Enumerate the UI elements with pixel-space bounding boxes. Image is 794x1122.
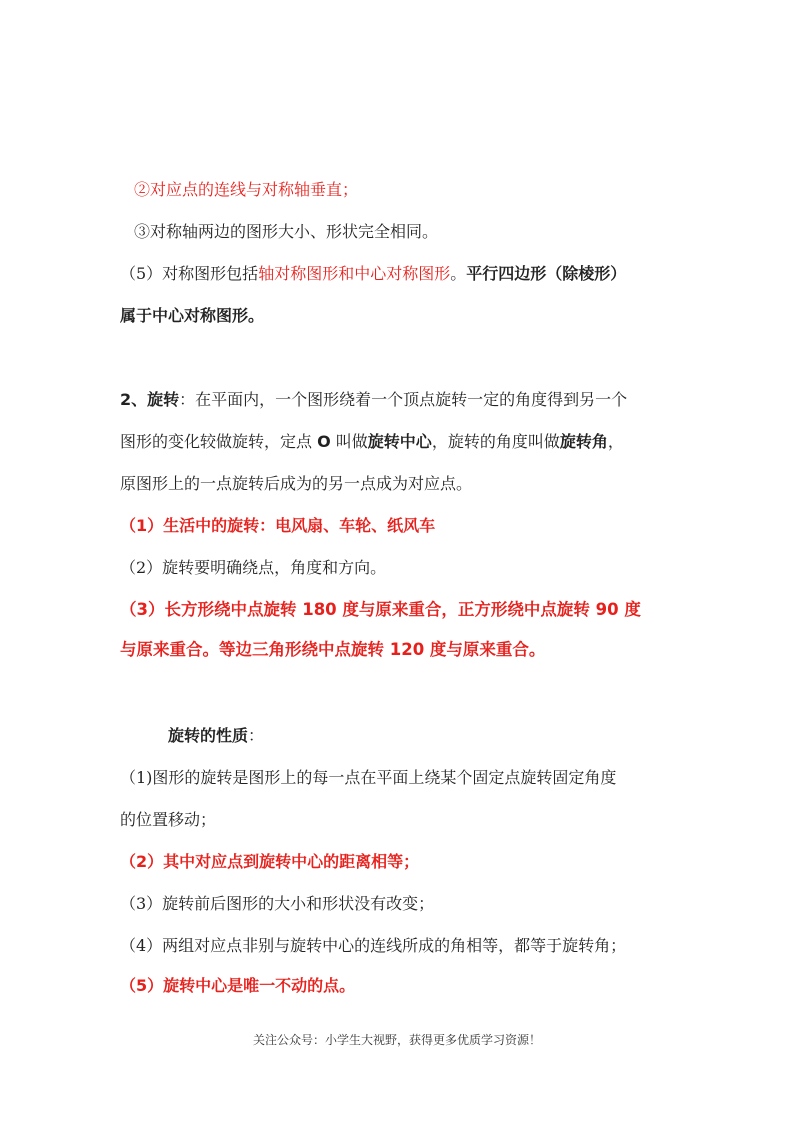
rotation-definition-line1 bbox=[120, 390, 627, 410]
property-2: （2）其中对应点到旋转中心的距离相等； bbox=[120, 852, 420, 871]
def-text-b: 叫做 bbox=[330, 432, 368, 451]
rotation-heading-title: 旋转 bbox=[147, 390, 180, 409]
item5-period: 。 bbox=[450, 264, 467, 283]
rotation-heading-number: 2、 bbox=[120, 390, 148, 409]
def-text-d: ， bbox=[607, 432, 624, 451]
property-3: （3）旋转前后图形的大小和形状没有改变； bbox=[120, 894, 435, 913]
symmetry-item-5-line1 bbox=[120, 264, 626, 284]
rotation-angle-term: 旋转角 bbox=[559, 432, 608, 451]
def-text-a: 图形的变化较做旋转，定点 bbox=[120, 432, 318, 451]
symmetry-property-2: ②对应点的连线与对称轴垂直； bbox=[134, 180, 359, 199]
property-5: （5）旋转中心是唯一不动的点。 bbox=[120, 976, 356, 995]
properties-heading bbox=[168, 726, 264, 746]
def-text-c: ，旋转的角度叫做 bbox=[431, 432, 560, 451]
rotation-definition-line3: 原图形上的一点旋转后成为的另一点成为对应点。 bbox=[120, 474, 473, 493]
properties-title: 旋转的性质 bbox=[168, 726, 249, 745]
item5-prefix: （5）对称图形包括 bbox=[120, 264, 259, 283]
property-1-line2: 的位置移动； bbox=[120, 810, 217, 829]
symmetry-property-3: ③对称轴两边的图形大小、形状完全相同。 bbox=[134, 222, 439, 241]
rotation-point-1: （1）生活中的旋转：电风扇、车轮、纸风车 bbox=[120, 516, 436, 535]
rotation-definition-line2 bbox=[120, 432, 624, 452]
rotation-center-term: 旋转中心 bbox=[367, 432, 432, 451]
item5-bold-text: 平行四边形（除棱形） bbox=[466, 264, 627, 283]
page-footer: 关注公众号：小学生大视野，获得更多优质学习资源！ bbox=[252, 1033, 541, 1047]
rotation-point-3-line1: （3）长方形绕中点旋转 180 度与原来重合，正方形绕中点旋转 90 度 bbox=[120, 600, 641, 619]
rotation-definition-text: ：在平面内，一个图形绕着一个顶点旋转一定的角度得到另一个 bbox=[179, 390, 628, 409]
point-o: O bbox=[317, 432, 331, 451]
properties-colon: ： bbox=[248, 726, 265, 745]
property-4: （4）两组对应点非别与旋转中心的连线所成的角相等，都等于旋转角； bbox=[120, 936, 627, 955]
rotation-point-3-line2: 与原来重合。等边三角形绕中点旋转 120 度与原来重合。 bbox=[120, 640, 546, 659]
item5-red-text: 轴对称图形和中心对称图形 bbox=[258, 264, 451, 283]
symmetry-item-5-line2: 属于中心对称图形。 bbox=[120, 306, 265, 325]
rotation-point-2: （2）旋转要明确绕点，角度和方向。 bbox=[120, 558, 387, 577]
property-1-line1: （1)图形的旋转是图形上的每一点在平面上绕某个固定点旋转固定角度 bbox=[120, 768, 617, 787]
